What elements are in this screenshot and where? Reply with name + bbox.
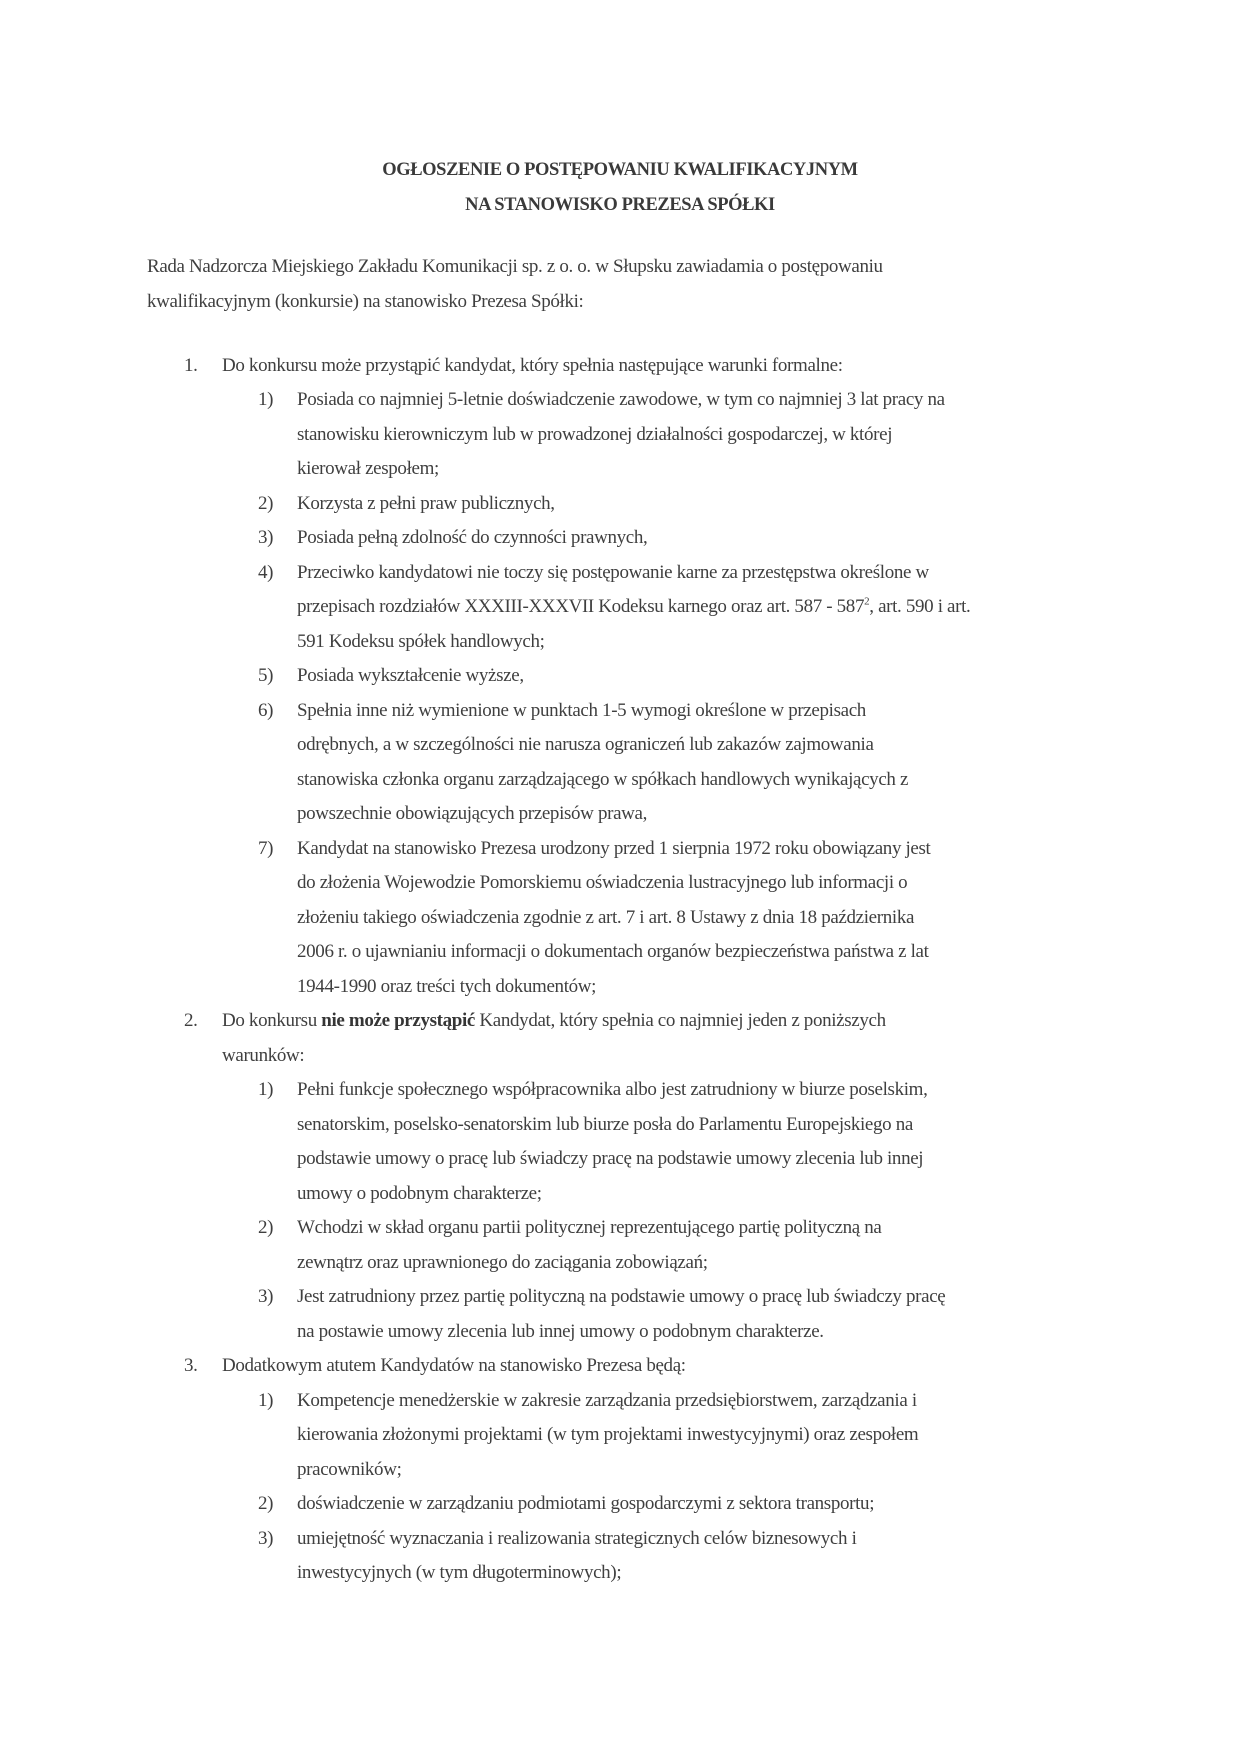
intro-paragraph-line-1: Rada Nadzorcza Miejskiego Zakładu Komunikacji sp. z o. o. w Słupsku zawiadamia o postępowaniu bbox=[147, 256, 883, 277]
item-text-line: Korzysta z pełni praw publicznych, bbox=[297, 493, 555, 514]
item-number: 3) bbox=[258, 527, 274, 548]
item-number: 1) bbox=[258, 389, 274, 410]
item-number: 1) bbox=[258, 1079, 274, 1100]
item-text-line: Kandydat na stanowisko Prezesa urodzony przed 1 sierpnia 1972 roku obowiązany jest bbox=[297, 838, 931, 859]
item-text-line: Kompetencje menedżerskie w zakresie zarządzania przedsiębiorstwem, zarządzania i bbox=[297, 1390, 917, 1411]
item-number: 5) bbox=[258, 665, 274, 686]
item-number: 2) bbox=[258, 1217, 274, 1238]
item-text-line: Posiada wykształcenie wyższe, bbox=[297, 665, 524, 686]
item-text-line: stanowiska członka organu zarządzającego w spółkach handlowych wynikających z bbox=[297, 769, 909, 790]
item-text-line: Jest zatrudniony przez partię polityczną na podstawie umowy o pracę lub świadczy pracę bbox=[297, 1286, 946, 1307]
item-text-line: Posiada co najmniej 5-letnie doświadczenie zawodowe, w tym co najmniej 3 lat pracy na bbox=[297, 389, 945, 410]
item-text-line: Spełnia inne niż wymienione w punktach 1-5 wymogi określone w przepisach bbox=[297, 700, 866, 721]
item-text-line: odrębnych, a w szczególności nie narusza ograniczeń lub zakazów zajmowania bbox=[297, 734, 874, 755]
item-text-line: senatorskim, poselsko-senatorskim lub biurze posła do Parlamentu Europejskiego na bbox=[297, 1114, 913, 1135]
section-heading-text: Kandydat, który spełnia co najmniej jeden z poniższych bbox=[475, 1010, 886, 1031]
item-text-line: pracowników; bbox=[297, 1459, 402, 1480]
section-heading: Do konkursu może przystąpić kandydat, który spełnia następujące warunki formalne: bbox=[222, 355, 843, 376]
item-text-line: umowy o podobnym charakterze; bbox=[297, 1183, 542, 1204]
item-number: 1) bbox=[258, 1390, 274, 1411]
item-number: 3) bbox=[258, 1528, 274, 1549]
item-text-line: Pełni funkcje społecznego współpracownika albo jest zatrudniony w biurze poselskim, bbox=[297, 1079, 928, 1100]
item-text-line: kierował zespołem; bbox=[297, 458, 439, 479]
section-number: 1. bbox=[184, 355, 198, 376]
item-text-line: Wchodzi w skład organu partii politycznej reprezentującego partię polityczną na bbox=[297, 1217, 882, 1238]
item-text-line: inwestycyjnych (w tym długoterminowych); bbox=[297, 1562, 622, 1583]
item-text: , art. 590 i art. bbox=[869, 596, 971, 617]
item-text-line: 1944-1990 oraz treści tych dokumentów; bbox=[297, 976, 597, 997]
item-text-line: podstawie umowy o pracę lub świadczy pracę na podstawie umowy zlecenia lub innej bbox=[297, 1148, 924, 1169]
item-text-line: 591 Kodeksu spółek handlowych; bbox=[297, 631, 545, 652]
item-text-line: do złożenia Wojewodzie Pomorskiemu oświadczenia lustracyjnego lub informacji o bbox=[297, 872, 908, 893]
item-text-line: na postawie umowy zlecenia lub innej umowy o podobnym charakterze. bbox=[297, 1321, 824, 1342]
superscript: 2 bbox=[864, 595, 870, 608]
item-number: 6) bbox=[258, 700, 274, 721]
section-number: 3. bbox=[184, 1355, 198, 1376]
item-text-line: doświadczenie w zarządzaniu podmiotami gospodarczymi z sektora transportu; bbox=[297, 1493, 875, 1514]
document-title-line-1: OGŁOSZENIE O POSTĘPOWANIU KWALIFIKACYJNYM bbox=[382, 160, 858, 180]
item-number: 2) bbox=[258, 1493, 274, 1514]
item-text-line: umiejętność wyznaczania i realizowania strategicznych celów biznesowych i bbox=[297, 1528, 857, 1549]
item-text-line bbox=[297, 596, 970, 618]
item-text-line: zewnątrz oraz uprawnionego do zaciągania zobowiązań; bbox=[297, 1252, 708, 1273]
item-number: 4) bbox=[258, 562, 274, 583]
item-text-line: Posiada pełną zdolność do czynności prawnych, bbox=[297, 527, 648, 548]
document-title-line-2: NA STANOWISKO PREZESA SPÓŁKI bbox=[465, 195, 775, 215]
emphasis-text: nie może przystąpić bbox=[321, 1010, 476, 1031]
item-number: 7) bbox=[258, 838, 274, 859]
intro-paragraph-line-2: kwalifikacyjnym (konkursie) na stanowisko Prezesa Spółki: bbox=[147, 291, 584, 312]
item-text-line: Przeciwko kandydatowi nie toczy się postępowanie karne za przestępstwa określone w bbox=[297, 562, 929, 583]
section-heading bbox=[222, 1010, 886, 1032]
item-text-line: powszechnie obowiązujących przepisów prawa, bbox=[297, 803, 648, 824]
section-number: 2. bbox=[184, 1010, 198, 1031]
section-heading: Dodatkowym atutem Kandydatów na stanowisko Prezesa będą: bbox=[222, 1355, 686, 1376]
section-heading-line: warunków: bbox=[222, 1045, 305, 1066]
section-heading-text: Do konkursu bbox=[222, 1010, 322, 1031]
item-number: 2) bbox=[258, 493, 274, 514]
item-text-line: stanowisku kierowniczym lub w prowadzonej działalności gospodarczej, w której bbox=[297, 424, 893, 445]
item-number: 3) bbox=[258, 1286, 274, 1307]
item-text-line: kierowania złożonymi projektami (w tym projektami inwestycyjnymi) oraz zespołem bbox=[297, 1424, 919, 1445]
item-text: przepisach rozdziałów XXXIII-XXXVII Kodeksu karnego oraz art. 587 - 587 bbox=[297, 596, 865, 617]
item-text-line: złożeniu takiego oświadczenia zgodnie z art. 7 i art. 8 Ustawy z dnia 18 października bbox=[297, 907, 915, 928]
item-text-line: 2006 r. o ujawnianiu informacji o dokumentach organów bezpieczeństwa państwa z lat bbox=[297, 941, 929, 962]
